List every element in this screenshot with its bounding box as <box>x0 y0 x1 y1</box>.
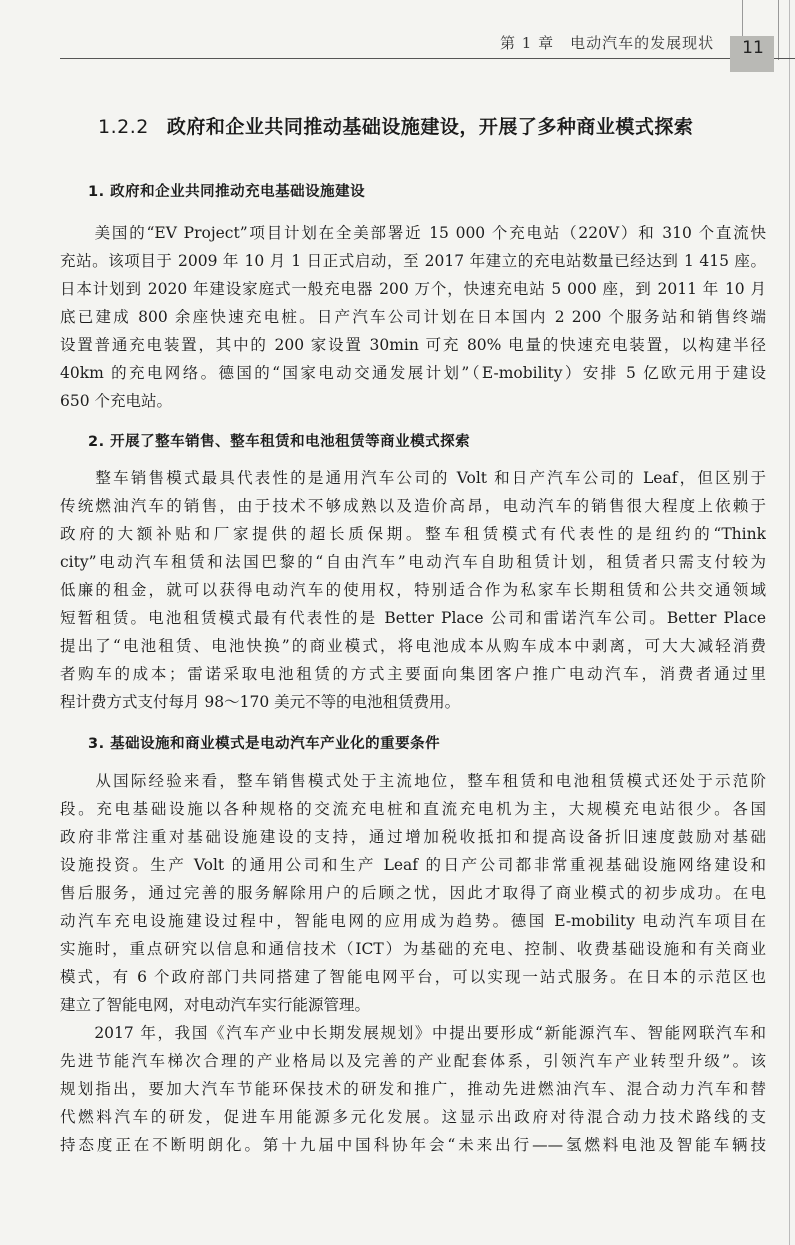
text-line: 段。充电基础设施以各种规格的交流充电桩和直流充电机为主，大规模充电站很少。各国 <box>60 800 766 818</box>
text-line: 规划指出，要加大汽车节能环保技术的研发和推广，推动先进燃油汽车、混合动力汽车和替 <box>60 1080 766 1098</box>
page-edge-line <box>778 0 779 60</box>
text-line: 短暂租赁。电池租赁模式最有代表性的是 Better Place 公司和雷诺汽车公司。Better Place <box>60 609 766 627</box>
text-line: 模式，有 6 个政府部门共同搭建了智能电网平台，可以实现一站式服务。在日本的示范区也 <box>60 968 766 986</box>
text-line: 2017 年，我国《汽车产业中长期发展规划》中提出要形成“新能源汽车、智能网联汽车和 <box>60 1024 766 1042</box>
section-title <box>98 112 693 139</box>
paragraph <box>60 1019 766 1159</box>
text-line: 持态度正在不断明朗化。第十九届中国科协年会“未来出行——氢燃料电池及智能车辆技 <box>60 1136 766 1154</box>
section-number: 1.2.2 <box>98 116 149 138</box>
section-title-text: 政府和企业共同推动基础设施建设，开展了多种商业模式探索 <box>166 116 694 138</box>
text-line: 实施时，重点研究以信息和通信技术（ICT）为基础的充电、控制、收费基础设施和有关商业 <box>60 940 766 958</box>
text-line: 提出了“电池租赁、电池快换”的商业模式，将电池成本从购车成本中剥离，可大大减轻消费 <box>60 637 766 655</box>
text-line: 者购车的成本；雷诺采取电池租赁的方式主要面向集团客户推广电动汽车，消费者通过里 <box>60 665 766 683</box>
page-edge-line <box>789 0 790 1245</box>
paragraph <box>60 464 766 716</box>
header-rule <box>60 58 795 59</box>
running-header: 第 1 章 电动汽车的发展现状 <box>500 34 715 52</box>
text-line: 日本计划到 2020 年建设家庭式一般充电器 200 万个，快速充电站 5 000 座，到 2011 年 10 月 <box>60 280 766 298</box>
text-line: 底已建成 800 余座快速充电桩。日产汽车公司计划在日本国内 2 200 个服务站和销售终端 <box>60 308 766 326</box>
text-line: 售后服务，通过完善的服务解除用户的后顾之忧，因此才取得了商业模式的初步成功。在电 <box>60 884 766 902</box>
text-line: 从国际经验来看，整车销售模式处于主流地位，整车租赁和电池租赁模式还处于示范阶 <box>60 772 766 790</box>
text-line: 建立了智能电网，对电动汽车实行能源管理。 <box>60 996 371 1014</box>
text-line: 程计费方式支付每月 98～170 美元不等的电池租赁费用。 <box>60 693 461 711</box>
text-line: 政府非常注重对基础设施建设的支持，通过增加税收抵扣和提高设备折旧速度鼓励对基础 <box>60 828 766 846</box>
subsection-heading-1: 1. 政府和企业共同推动充电基础设施建设 <box>88 184 366 200</box>
text-line: 充站。该项目于 2009 年 10 月 1 日正式启动，至 2017 年建立的充电站数量已经达到 1 415 座。 <box>60 252 766 270</box>
page-number: 11 <box>742 38 764 58</box>
text-line: 设置普通充电装置，其中的 200 家设置 30min 可充 80% 电量的快速充电装置，以构建半径 <box>60 336 766 354</box>
text-line: 政府的大额补贴和厂家提供的超长质保期。整车租赁模式有代表性的是纽约的“Think <box>60 525 766 543</box>
text-line: 40km 的充电网络。德国的“国家电动交通发展计划”（E-mobility）安排 5 亿欧元用于建设 <box>60 364 766 382</box>
text-line: city”电动汽车租赁和法国巴黎的“自由汽车”电动汽车自助租赁计划，租赁者只需支付较为 <box>60 553 766 571</box>
paragraph <box>60 767 766 1019</box>
text-line: 美国的“EV Project”项目计划在全美部署近 15 000 个充电站（220V）和 310 个直流快 <box>60 224 766 242</box>
paragraph <box>60 219 766 415</box>
text-line: 动汽车充电设施建设过程中，智能电网的应用成为趋势。德国 E-mobility 电动汽车项目在 <box>60 912 766 930</box>
text-line: 整车销售模式最具代表性的是通用汽车公司的 Volt 和日产汽车公司的 Leaf，但区别于 <box>60 469 766 487</box>
subsection-heading-3: 3. 基础设施和商业模式是电动汽车产业化的重要条件 <box>88 736 441 752</box>
subsection-heading-2: 2. 开展了整车销售、整车租赁和电池租赁等商业模式探索 <box>88 434 471 450</box>
text-line: 代燃料汽车的研发，促进车用能源多元化发展。这显示出政府对待混合动力技术路线的支 <box>60 1108 766 1126</box>
text-line: 650 个充电站。 <box>60 392 173 410</box>
text-line: 先进节能汽车梯次合理的产业格局以及完善的产业配套体系，引领汽车产业转型升级”。该 <box>60 1052 766 1070</box>
text-line: 设施投资。生产 Volt 的通用公司和生产 Leaf 的日产公司都非常重视基础设施网络建设和 <box>60 856 766 874</box>
text-line: 低廉的租金，就可以获得电动汽车的使用权，特别适合作为私家车长期租赁和公共交通领域 <box>60 581 766 599</box>
text-line: 传统燃油汽车的销售，由于技术不够成熟以及造价高昂，电动汽车的销售很大程度上依赖于 <box>60 497 766 515</box>
